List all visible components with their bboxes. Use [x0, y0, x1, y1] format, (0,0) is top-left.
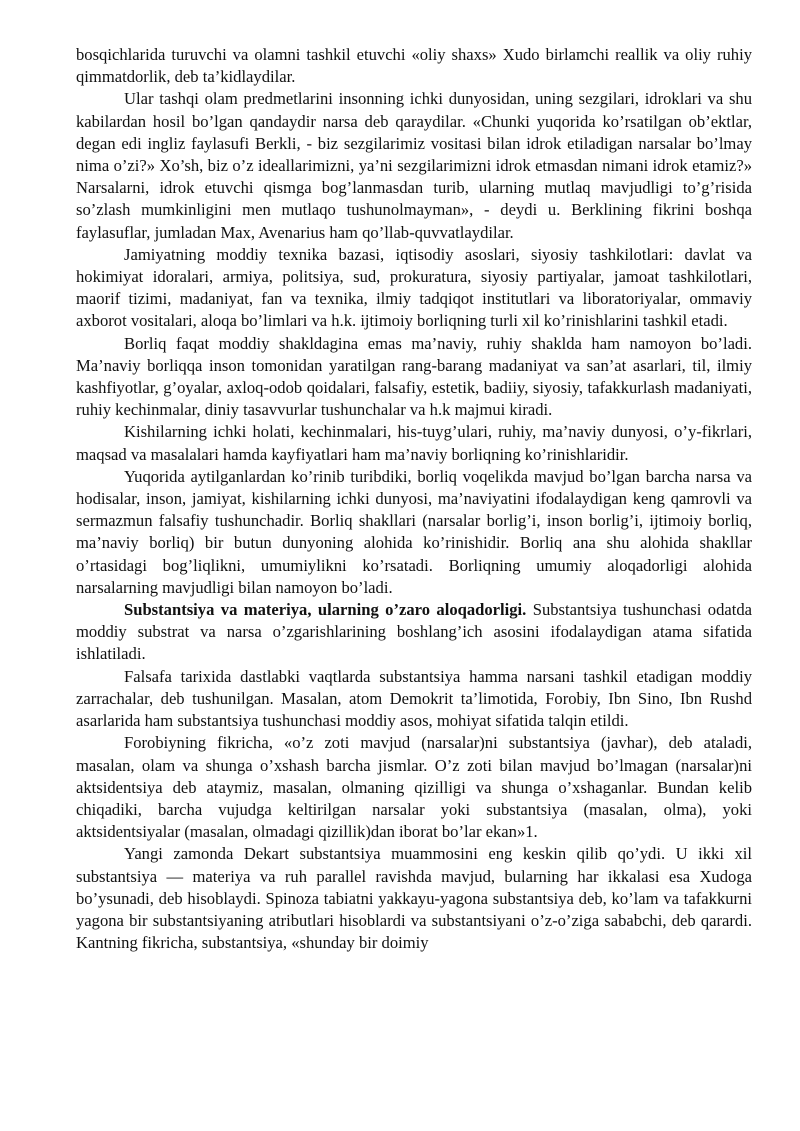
paragraph-inner-state: Kishilarning ichki holati, kechinmalari, his-tuyg’ulari, ruhiy, ma’naviy dunyosi, o’y-fikrlari, maqsad va masalalari hamda kayfiyatlari ham ma’naviy borliqning ko’rinishlaridir.	[76, 422, 752, 464]
paragraph-farabi: Forobiyning fikricha, «o’z zoti mavjud (narsalar)ni substantsiya (javhar), deb ataladi, masalan, olam va shunga o’xshash barcha jismlar. O’z zoti bilan mavjud bo’lmagan (narsalar)ni aktsidentsiya deb ataymiz, masalan, olmaning qizilligi va shunga o’xshaganlar. Bundan kelib chiqadiki, barcha vujudga keltirilgan narsalar yoki substantsiya (masalan, olma), yoki aktsidentsiyalar (masalan, olmadagi qizillik)dan iborat bo’lar ekan»1.	[76, 733, 752, 842]
document-page	[76, 44, 752, 954]
paragraph-substance-history: Falsafa tarixida dastlabki vaqtlarda substantsiya hamma narsani tashkil etadigan moddiy zarrachalar, deb tushunilgan. Masalan, atom Demokrit ta’limotida, Forobiy, Ibn Sino, Ibn Rushd asarlarida ham substantsiya tushunchasi moddiy asos, mohiyat sifatida talqin etildi.	[76, 666, 752, 731]
paragraph-descartes: Yangi zamonda Dekart substantsiya muammosini eng keskin qilib qo’ydi. U ikki xil substantsiya — materiya va ruh parallel ravishda mavjud, bularning har ikkalasi esa Xudoga bo’ysunadi, deb hisoblaydi. Spinoza tabiatni yakkayu-yagona substantsiya deb, ko’lam va tafakkurni yagona bir substantsiyaning atributlari hisoblardi va substantsiyani o’z-o’ziga sababchi, deb qarardi. Kantning fikricha, substantsiya, «shunday bir doimiy	[76, 844, 752, 953]
section-heading-text: Substantsiya tushunchasi odatda moddiy substrat va narsa o’zgarishlarining boshlang’ich asosini ifodalaydigan atama sifatida ishlatiladi.	[76, 600, 753, 664]
paragraph-spiritual-being: Borliq faqat moddiy shakldagina emas ma’naviy, ruhiy shaklda ham namoyon bo’ladi. Ma’naviy borliqqa inson tomonidan yaratilgan rang-barang madaniyat va san’at asarlari, til, ilmiy kashfiyotlar, g’oyalar, axloq-odob qoidalari, falsafiy, estetik, badiiy, siyosiy, tafakkurlash madaniyati, ruhiy kechinmalar, diniy tasavvurlar tushunchalar va h.k majmui kiradi.	[76, 333, 752, 420]
paragraph-being-summary: Yuqorida aytilganlardan ko’rinib turibdiki, borliq voqelikda mavjud bo’lgan barcha narsa va hodisalar, inson, jamiyat, kishilarning ichki dunyosi, ma’naviyatini ifodalaydigan keng qamrovli va sermazmun falsafiy tushunchadir. Borliq shakllari (narsalar borlig’i, inson borlig’i, ijtimoiy borliq, ma’naviy borliq) bir butun dunyoning alohida ko’rinishidir. Borliq ana shu alohida shakllar o’rtasidagi bog’liqlikni, umumiylikni ko’rsatadi. Borliqning umumiy aloqadorligi alohida narsalarning mavjudligi bilan namoyon bo’ladi.	[76, 466, 752, 597]
section-heading: Substantsiya va materiya, ularning o’zaro aloqadorligi.	[124, 600, 527, 620]
paragraph-social-being: Jamiyatning moddiy texnika bazasi, iqtisodiy asoslari, siyosiy tashkilotlari: davlat va hokimiyat idoralari, armiya, politsiya, sud, prokuratura, siyosiy partiyalar, jamoat tashkilotlari, maorif tizimi, madaniyat, fan va texnika, ilmiy tadqiqot institutlari va liboratoriyalar, ommaviy axborot vositalari, aloqa bo’limlari va h.k. ijtimoiy borliqning turli xil ko’rinishlarini tashkil etadi.	[76, 244, 752, 331]
paragraph-substance-heading	[76, 599, 752, 666]
paragraph-berkeley: Ular tashqi olam predmetlarini insonning ichki dunyosidan, uning sezgilari, idroklari va shu kabilardan hosil bo’lgan qandaydir narsa deb qaraydilar. «Chunki yuqorida ko’rsatilgan ob’ektlar, degan edi ingliz faylasufi Berkli, - biz sezgilarimiz vositasi bilan idrok etiladigan narsalar bo’lmay nima o’zi?» Xo’sh, biz o’z ideallarimizni, ya’ni sezgilarimizni idrok etmasdan nimani idrok etamiz?» Narsalarni, idrok etuvchi qismga bog’lanmasdan turib, ularning mutlaq mavjudligi to’g’risida so’zlash mumkinligini men mutlaqo tushunolmayman», - deydi u. Berklining fikrini boshqa faylasuflar, jumladan Max, Avenarius ham qo’llab-quvvatlaydilar.	[76, 89, 752, 242]
paragraph-continuation: bosqichlarida turuvchi va olamni tashkil etuvchi «oliy shaxs» Xudo birlamchi reallik va oliy ruhiy qimmatdorlik, deb ta’kidlaydilar.	[76, 45, 752, 87]
